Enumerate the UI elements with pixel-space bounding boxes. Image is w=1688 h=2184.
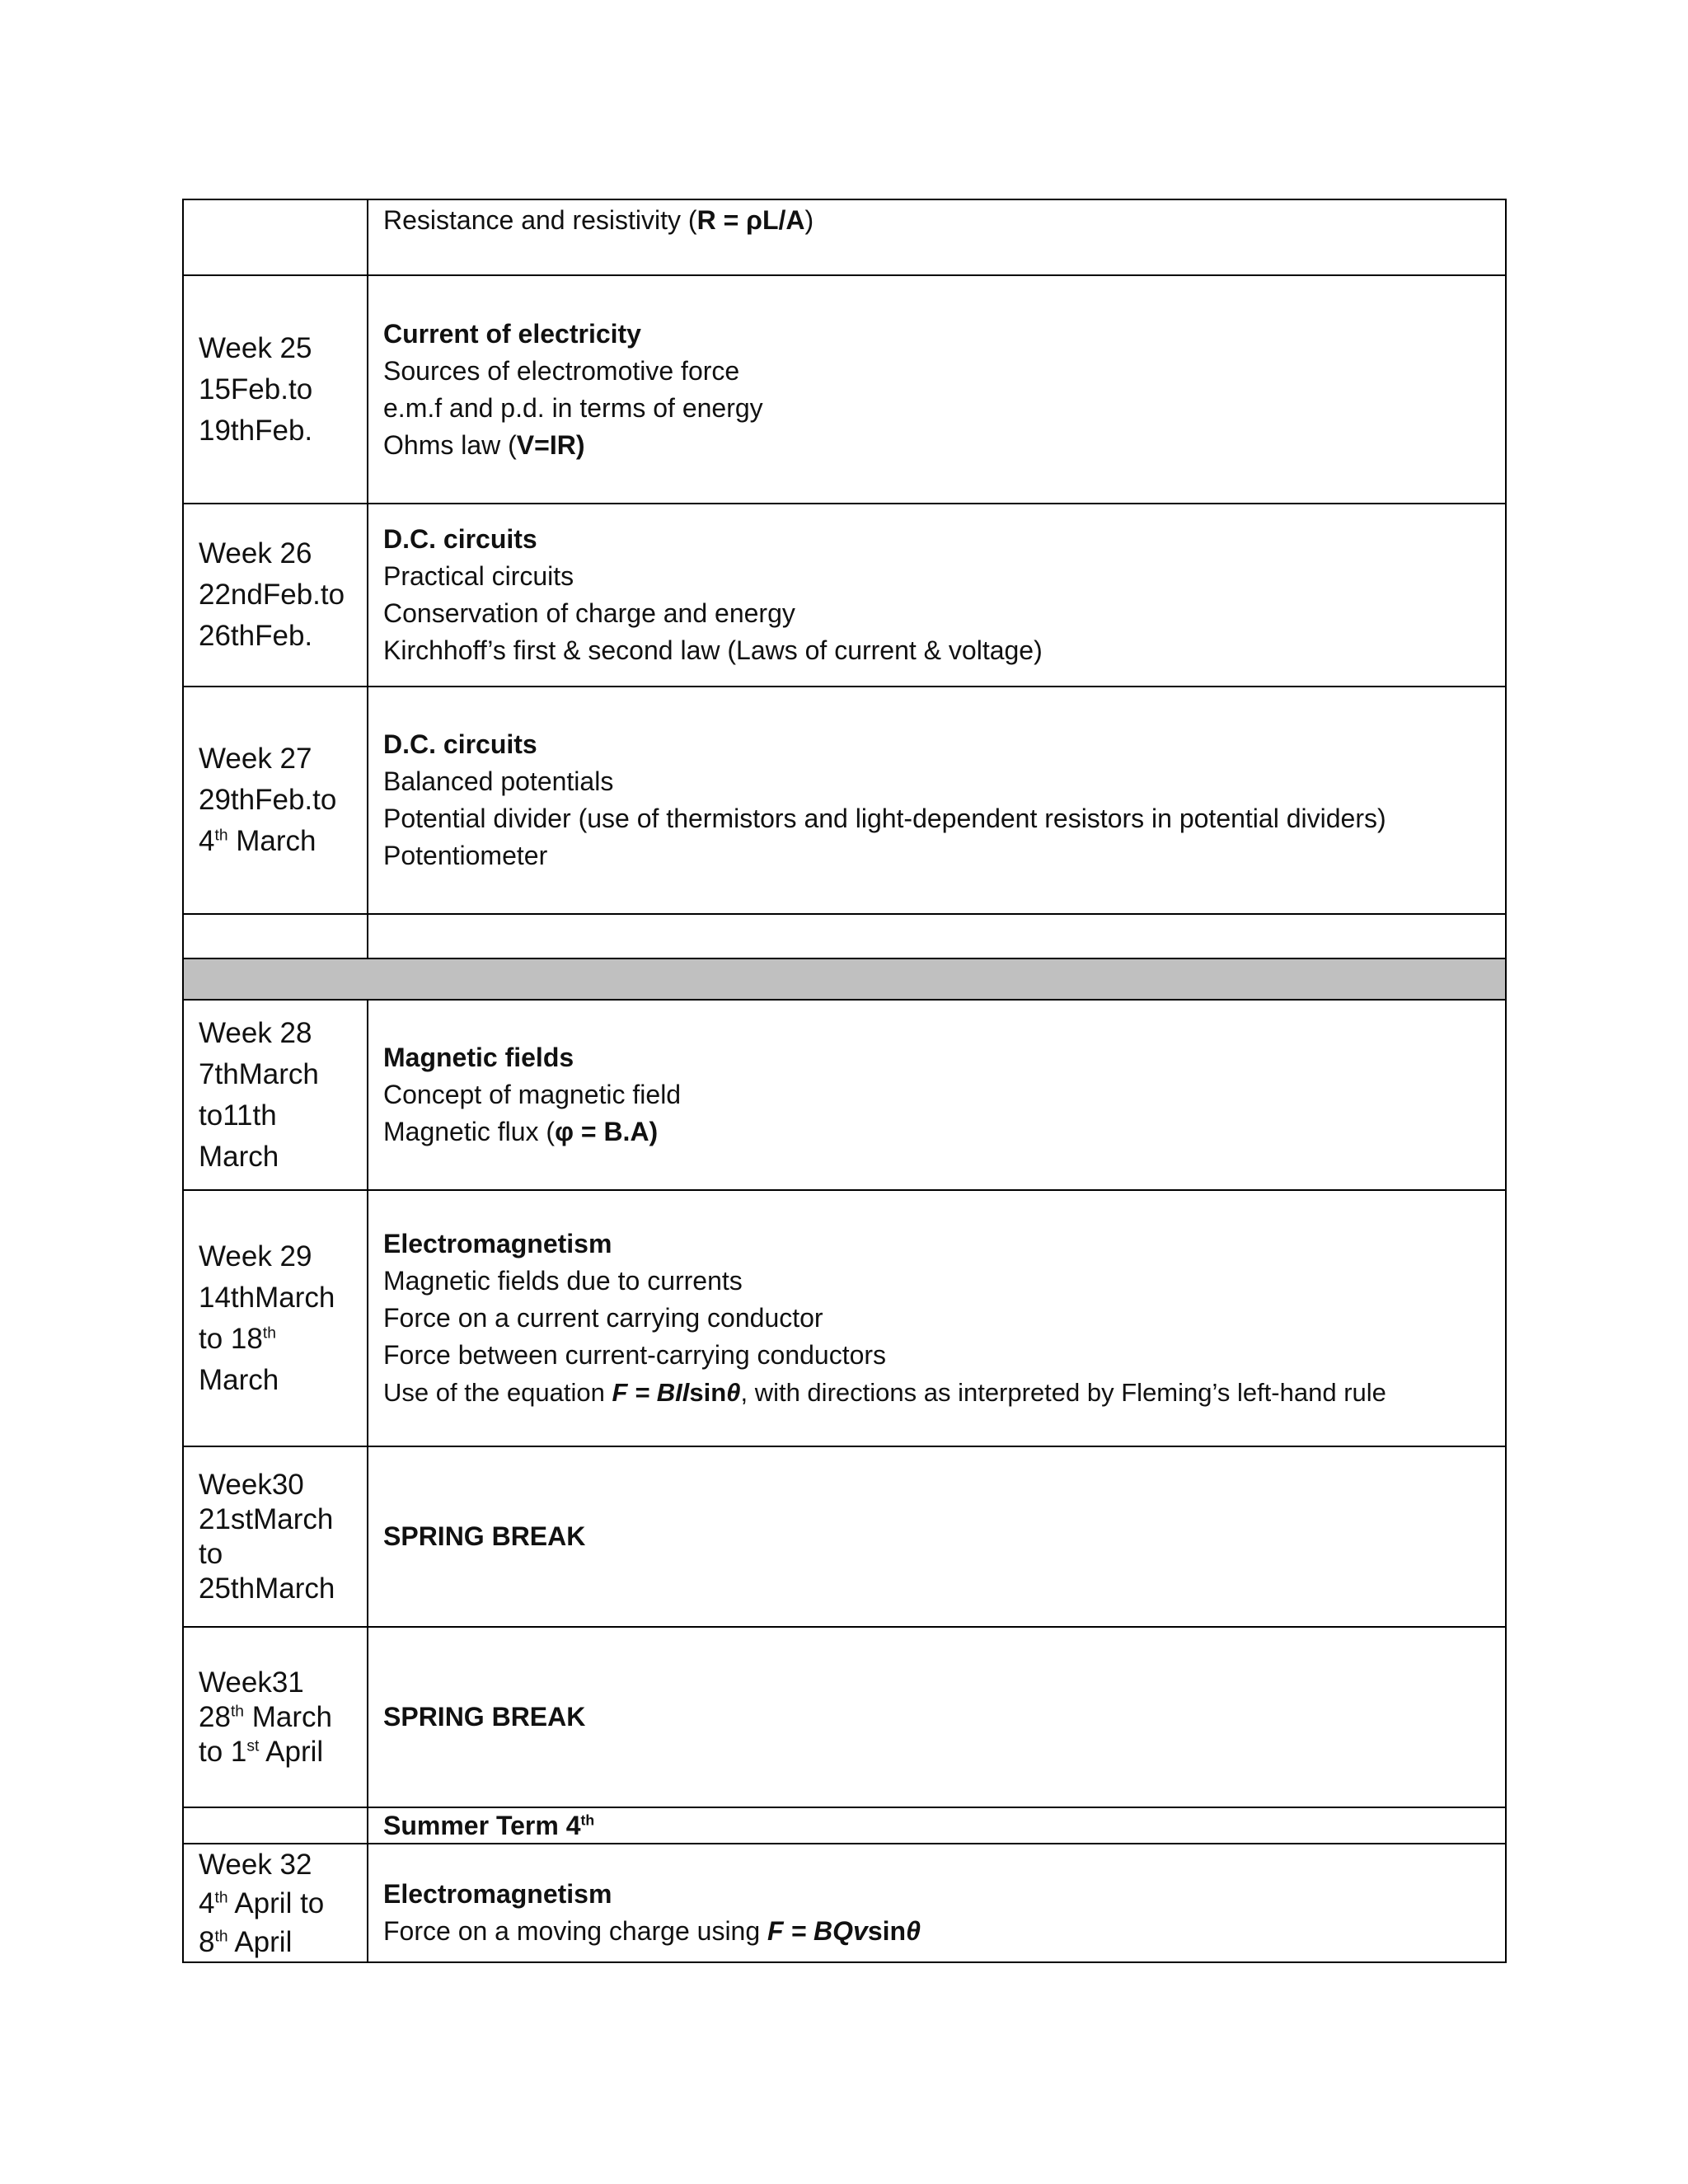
- topic-title: Electromagnetism: [383, 1229, 612, 1258]
- week-date: to11th: [199, 1099, 277, 1132]
- week-label: Week 28: [199, 1016, 312, 1049]
- week-date: 26thFeb.: [199, 620, 313, 652]
- term-header-row: [183, 1807, 1506, 1844]
- topic-cell: [368, 1000, 1506, 1190]
- table-row: [183, 504, 1506, 687]
- topic-line: Magnetic flux (: [383, 1117, 556, 1146]
- separator-row: [183, 958, 1506, 1000]
- week-cell: [183, 914, 368, 958]
- week-cell: [183, 504, 368, 687]
- topic-cell: [368, 914, 1506, 958]
- force-charge-equation: F =: [767, 1916, 814, 1946]
- topic-cell: [368, 1844, 1506, 1962]
- ordinal-suffix: th: [580, 1811, 595, 1829]
- topic-line: e.m.f and p.d. in terms of energy: [383, 392, 763, 423]
- table-row: [183, 1190, 1506, 1446]
- week-date: 4: [199, 825, 215, 857]
- force-equation: sin: [689, 1378, 727, 1407]
- week-cell: [183, 1807, 368, 1844]
- week-label: Week31: [199, 1666, 304, 1699]
- force-charge-equation: sin: [867, 1916, 907, 1946]
- topic-line: Force between current-carrying conductors: [383, 1340, 887, 1370]
- week-date: 15Feb.to: [199, 373, 313, 405]
- force-equation: BIl: [656, 1378, 690, 1407]
- topic-title: SPRING BREAK: [383, 1702, 586, 1732]
- week-label: Week 25: [199, 331, 312, 364]
- topic-cell: [368, 199, 1506, 275]
- week-label: Week 29: [199, 1240, 312, 1272]
- topic-title: Current of electricity: [383, 318, 641, 349]
- force-equation: θ: [726, 1378, 741, 1407]
- week-date: to 1: [199, 1735, 247, 1768]
- table-row: [183, 1000, 1506, 1190]
- magnetic-flux-equation: φ = B.A): [555, 1117, 659, 1146]
- week-date: March: [199, 1363, 279, 1396]
- table-row: [183, 1627, 1506, 1807]
- week-date: 7thMarch: [199, 1057, 319, 1090]
- week-date: 28: [199, 1700, 231, 1733]
- table-row: [183, 199, 1506, 275]
- week-cell: [183, 687, 368, 914]
- ordinal-suffix: st: [246, 1736, 260, 1755]
- topic-title: D.C. circuits: [383, 524, 537, 554]
- topic-line: Balanced potentials: [383, 766, 614, 796]
- topic-cell: [368, 1627, 1506, 1807]
- topic-cell: [368, 1446, 1506, 1627]
- topic-cell: [368, 1807, 1506, 1844]
- topic-line: Resistance and resistivity (: [383, 205, 697, 235]
- week-date: April: [227, 1925, 293, 1958]
- topic-title: Magnetic fields: [383, 1043, 574, 1072]
- separator-cell: [183, 958, 1506, 1000]
- topic-line: Conservation of charge and energy: [383, 598, 795, 628]
- topic-line: Ohms law (: [383, 429, 517, 460]
- topic-title: D.C. circuits: [383, 729, 537, 759]
- week-date: 19thFeb.: [199, 414, 313, 447]
- force-charge-equation: BQv: [814, 1916, 868, 1946]
- topic-cell: [368, 275, 1506, 504]
- week-date: 8: [199, 1925, 215, 1958]
- schedule-table: [182, 199, 1507, 1963]
- topic-line-suffix: ): [804, 205, 814, 235]
- topic-line: Concept of magnetic field: [383, 1080, 682, 1109]
- week-cell: [183, 1190, 368, 1446]
- week-date: 14thMarch: [199, 1281, 335, 1314]
- ordinal-suffix: th: [214, 827, 228, 845]
- week-date: April to: [227, 1886, 325, 1919]
- table-row-empty: [183, 914, 1506, 958]
- topic-cell: [368, 687, 1506, 914]
- topic-line: Force on a current carrying conductor: [383, 1303, 823, 1333]
- week-date: March: [244, 1700, 332, 1733]
- force-charge-equation: θ: [906, 1916, 921, 1946]
- topic-line: Practical circuits: [383, 561, 574, 591]
- week-date: to: [199, 1537, 223, 1570]
- table-row: [183, 1844, 1506, 1962]
- week-date: April: [259, 1735, 324, 1768]
- week-date: March: [227, 825, 316, 857]
- ohms-law-equation: V=IR): [516, 429, 585, 460]
- topic-line: , with directions as interpreted by Fleming’s left-hand rule: [740, 1378, 1386, 1407]
- week-cell: [183, 1000, 368, 1190]
- week-cell: [183, 275, 368, 504]
- table-row: [183, 1446, 1506, 1627]
- topic-line: Potentiometer: [383, 841, 548, 870]
- ordinal-suffix: th: [230, 1702, 244, 1720]
- week-date: 25thMarch: [199, 1572, 335, 1605]
- week-label: Week 32: [199, 1848, 312, 1881]
- term-title: Summer Term 4: [383, 1811, 581, 1840]
- topic-line: Sources of electromotive force: [383, 355, 740, 386]
- topic-line: Force on a moving charge using: [383, 1916, 768, 1946]
- table-row: [183, 275, 1506, 504]
- ordinal-suffix: th: [214, 1927, 228, 1945]
- topic-line: Kirchhoff’s first & second law (Laws of current & voltage): [383, 635, 1043, 665]
- resistivity-equation: R = ρL/A: [696, 205, 805, 235]
- week-cell: [183, 199, 368, 275]
- topic-line: Potential divider (use of thermistors and light-dependent resistors in potential dividers): [383, 804, 1386, 833]
- week-label: Week 27: [199, 743, 312, 775]
- week-label: Week30: [199, 1468, 304, 1501]
- topic-line: Magnetic fields due to currents: [383, 1266, 743, 1296]
- week-label: Week 26: [199, 537, 312, 569]
- week-date: to 18: [199, 1322, 263, 1355]
- topic-title: SPRING BREAK: [383, 1521, 586, 1551]
- table-row: [183, 687, 1506, 914]
- topic-title: Electromagnetism: [383, 1879, 612, 1909]
- topic-cell: [368, 504, 1506, 687]
- week-date: 21stMarch: [199, 1502, 334, 1535]
- week-date: 4: [199, 1886, 215, 1919]
- week-date: 22ndFeb.to: [199, 579, 345, 611]
- ordinal-suffix: th: [214, 1888, 228, 1906]
- topic-cell: [368, 1190, 1506, 1446]
- topic-line: Use of the equation: [383, 1378, 612, 1407]
- week-cell: [183, 1844, 368, 1962]
- week-date: 29thFeb.to: [199, 784, 337, 816]
- week-cell: [183, 1446, 368, 1627]
- week-cell: [183, 1627, 368, 1807]
- force-equation: F =: [612, 1378, 657, 1407]
- ordinal-suffix: th: [262, 1324, 276, 1342]
- week-date: March: [199, 1140, 279, 1173]
